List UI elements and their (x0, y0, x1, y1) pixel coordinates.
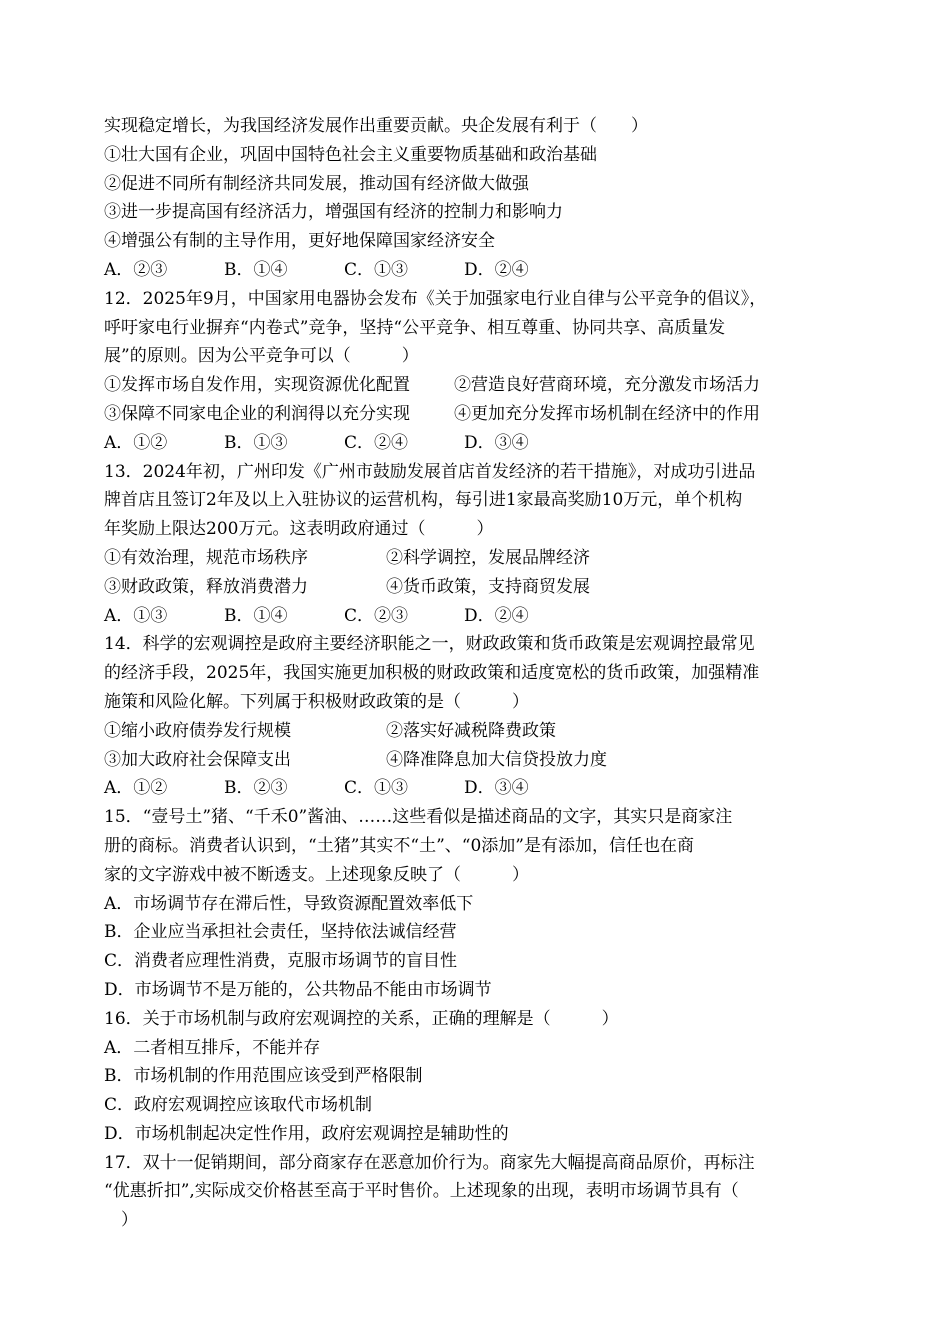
q13-option-a: A．①③ (104, 605, 168, 626)
q12-option-d: D．③④ (464, 432, 529, 453)
q11-item-2: ②促进不同所有制经济共同发展，推动国有经济做大做强 (104, 173, 529, 194)
q11-options (104, 256, 864, 285)
q13-item-3: ③财政政策，释放消费潜力 (104, 576, 308, 597)
q15-stem-line-1: 15．“壹号土”猪、“千禾0”酱油、……这些看似是描述商品的文字，其实只是商家注 (104, 807, 733, 828)
q11-item-4: ④增强公有制的主导作用，更好地保障国家经济安全 (104, 231, 495, 252)
q13-item-1: ①有效治理，规范市场秩序 (104, 547, 308, 568)
q16-option-d: D．市场机制起决定性作用，政府宏观调控是辅助性的 (104, 1123, 509, 1144)
q14-item-4: ④降准降息加大信贷投放力度 (386, 749, 607, 770)
q13-stem-line-1: 13．2024年初，广州印发《广州市鼓励发展首店首发经济的若干措施》，对成功引进品 (104, 461, 756, 482)
q14-option-a: A．①② (104, 778, 168, 799)
q13-options (104, 602, 864, 631)
q15-stem-line-2: 册的商标。消费者认识到，“土猪”其实不“土”、“0添加”是有添加，信任也在商 (104, 835, 694, 856)
q14-stem-line-3: 施策和风险化解。下列属于积极财政政策的是（ ） (104, 691, 529, 712)
q11-option-d: D．②④ (464, 259, 529, 280)
q12-items-row-2 (104, 400, 864, 429)
q17-stem-line-3: ） (104, 1210, 138, 1231)
q16-stem: 16．关于市场机制与政府宏观调控的关系，正确的理解是（ ） (104, 1008, 619, 1029)
q17-stem-line-2: “优惠折扣”,实际成交价格甚至高于平时售价。上述现象的出现，表明市场调节具有（ (104, 1181, 739, 1202)
q12-option-a: A．①② (104, 432, 168, 453)
q11-item-1: ①壮大国有企业，巩固中国特色社会主义重要物质基础和政治基础 (104, 144, 597, 165)
q12-options (104, 429, 864, 458)
q12-item-1: ①发挥市场自发作用，实现资源优化配置 (104, 375, 410, 396)
q14-items-row-1 (104, 717, 864, 746)
q13-stem-line-2: 牌首店且签订2年及以上入驻协议的运营机构，每引进1家最高奖励10万元，单个机构 (104, 490, 743, 511)
q12-option-c: C．②④ (344, 432, 409, 453)
q12-stem-line-2: 呼吁家电行业摒弃“内卷式”竞争，坚持“公平竞争、相互尊重、协同共享、高质量发 (104, 317, 726, 338)
q13-option-b: B．①④ (224, 605, 288, 626)
q12-stem-line-3: 展”的原则。因为公平竞争可以（ ） (104, 346, 419, 367)
q14-items-row-2 (104, 746, 864, 775)
q11-option-b: B．①④ (224, 259, 288, 280)
q13-option-d: D．②④ (464, 605, 529, 626)
q17-stem-line-1: 17．双十一促销期间，部分商家存在恶意加价行为。商家先大幅提高商品原价，再标注 (104, 1152, 755, 1173)
q16-option-c: C．政府宏观调控应该取代市场机制 (104, 1095, 373, 1116)
q14-stem-line-2: 的经济手段，2025年，我国实施更加积极的财政政策和适度宽松的货币政策，加强精准 (104, 663, 760, 684)
q11-item-3: ③进一步提高国有经济活力，增强国有经济的控制力和影响力 (104, 202, 563, 223)
q13-stem-line-3: 年奖励上限达200万元。这表明政府通过（ ） (104, 519, 494, 540)
q15-option-d: D．市场调节不是万能的，公共物品不能由市场调节 (104, 979, 492, 1000)
q14-option-b: B．②③ (224, 778, 288, 799)
q14-option-c: C．①③ (344, 778, 409, 799)
q14-item-3: ③加大政府社会保障支出 (104, 749, 291, 770)
q14-item-1: ①缩小政府债券发行规模 (104, 720, 291, 741)
q12-item-3: ③保障不同家电企业的利润得以充分实现 (104, 403, 410, 424)
q13-items-row-2 (104, 573, 864, 602)
question-body (104, 112, 864, 1235)
q16-option-a: A．二者相互排斥，不能并存 (104, 1037, 321, 1058)
q13-items-row-1 (104, 544, 864, 573)
q13-option-c: C．②③ (344, 605, 409, 626)
q15-stem-line-3: 家的文字游戏中被不断透支。上述现象反映了（ ） (104, 864, 529, 885)
q15-option-c: C．消费者应理性消费，克服市场调节的盲目性 (104, 951, 458, 972)
q12-option-b: B．①③ (224, 432, 288, 453)
q12-item-2: ②营造良好营商环境，充分激发市场活力 (454, 375, 760, 396)
q15-option-a: A．市场调节存在滞后性，导致资源配置效率低下 (104, 893, 474, 914)
q14-stem-line-1: 14．科学的宏观调控是政府主要经济职能之一，财政政策和货币政策是宏观调控最常见 (104, 634, 755, 655)
q11-stem: 实现稳定增长，为我国经济发展作出重要贡献。央企发展有利于（ ） (104, 116, 648, 136)
q12-stem-line-1: 12．2025年9月，中国家用电器协会发布《关于加强家电行业自律与公平竞争的倡议》， (104, 288, 767, 309)
q16-option-b: B．市场机制的作用范围应该受到严格限制 (104, 1066, 423, 1087)
q13-item-2: ②科学调控，发展品牌经济 (386, 547, 590, 568)
q12-item-4: ④更加充分发挥市场机制在经济中的作用 (454, 403, 760, 424)
q15-option-b: B．企业应当承担社会责任，坚持依法诚信经营 (104, 922, 457, 943)
q14-option-d: D．③④ (464, 778, 529, 799)
q11-option-c: C．①③ (344, 259, 409, 280)
q14-options (104, 774, 864, 803)
q11-option-a: A．②③ (104, 259, 168, 280)
q14-item-2: ②落实好减税降费政策 (386, 720, 556, 741)
q13-item-4: ④货币政策，支持商贸发展 (386, 576, 590, 597)
q12-items-row-1 (104, 371, 864, 400)
